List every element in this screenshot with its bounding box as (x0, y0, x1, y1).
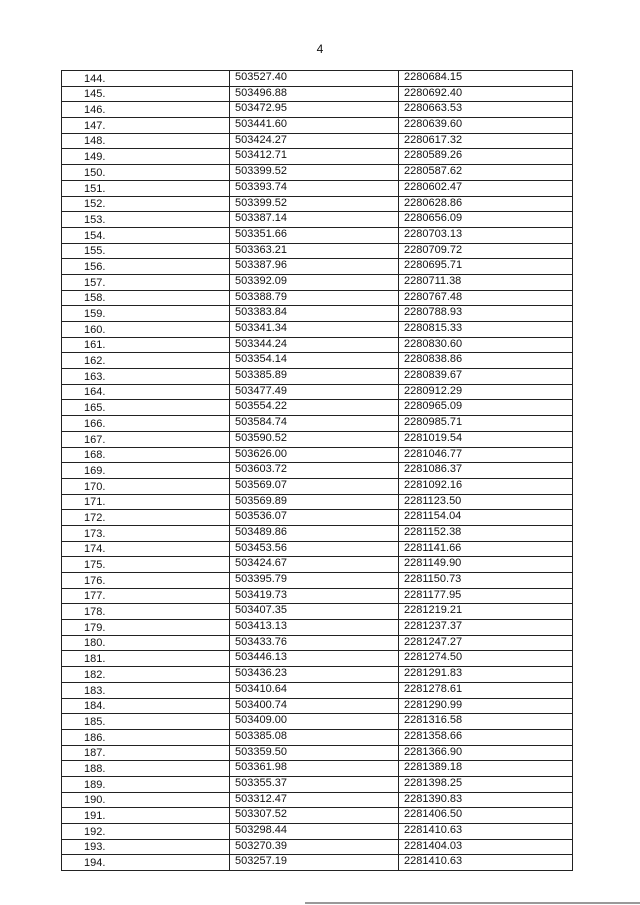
x-coordinate-cell: 503341.34 (230, 322, 399, 338)
table-row (62, 165, 573, 181)
point-number-cell: 153. (62, 212, 230, 228)
point-number-cell: 151. (62, 180, 230, 196)
table-row (62, 824, 573, 840)
x-coordinate-cell: 503584.74 (230, 416, 399, 432)
x-coordinate-cell: 503407.35 (230, 604, 399, 620)
point-number-cell: 156. (62, 259, 230, 275)
point-number-cell: 182. (62, 667, 230, 683)
x-coordinate-cell: 503477.49 (230, 384, 399, 400)
y-coordinate-cell: 2281278.61 (399, 682, 573, 698)
y-coordinate-cell: 2280767.48 (399, 290, 573, 306)
table-row (62, 682, 573, 698)
table-row (62, 573, 573, 589)
y-coordinate-cell: 2281410.63 (399, 855, 573, 871)
table-row (62, 463, 573, 479)
coordinates-table (61, 70, 573, 871)
table-row (62, 525, 573, 541)
x-coordinate-cell: 503441.60 (230, 118, 399, 134)
y-coordinate-cell: 2281177.95 (399, 588, 573, 604)
point-number-cell: 149. (62, 149, 230, 165)
y-coordinate-cell: 2281389.18 (399, 761, 573, 777)
y-coordinate-cell: 2281316.58 (399, 714, 573, 730)
y-coordinate-cell: 2281274.50 (399, 651, 573, 667)
x-coordinate-cell: 503569.89 (230, 494, 399, 510)
point-number-cell: 194. (62, 855, 230, 871)
point-number-cell: 170. (62, 478, 230, 494)
table-row (62, 384, 573, 400)
y-coordinate-cell: 2281247.27 (399, 635, 573, 651)
x-coordinate-cell: 503363.21 (230, 243, 399, 259)
point-number-cell: 172. (62, 510, 230, 526)
x-coordinate-cell: 503569.07 (230, 478, 399, 494)
x-coordinate-cell: 503359.50 (230, 745, 399, 761)
table-row (62, 149, 573, 165)
x-coordinate-cell: 503383.84 (230, 306, 399, 322)
point-number-cell: 160. (62, 322, 230, 338)
table-row (62, 839, 573, 855)
point-number-cell: 152. (62, 196, 230, 212)
x-coordinate-cell: 503385.08 (230, 729, 399, 745)
x-coordinate-cell: 503626.00 (230, 447, 399, 463)
table-row (62, 447, 573, 463)
point-number-cell: 169. (62, 463, 230, 479)
y-coordinate-cell: 2280965.09 (399, 400, 573, 416)
x-coordinate-cell: 503603.72 (230, 463, 399, 479)
table-row (62, 369, 573, 385)
x-coordinate-cell: 503392.09 (230, 274, 399, 290)
x-coordinate-cell: 503399.52 (230, 196, 399, 212)
x-coordinate-cell: 503453.56 (230, 541, 399, 557)
point-number-cell: 186. (62, 729, 230, 745)
point-number-cell: 167. (62, 431, 230, 447)
y-coordinate-cell: 2281046.77 (399, 447, 573, 463)
y-coordinate-cell: 2281390.83 (399, 792, 573, 808)
x-coordinate-cell: 503393.74 (230, 180, 399, 196)
point-number-cell: 173. (62, 525, 230, 541)
point-number-cell: 157. (62, 274, 230, 290)
y-coordinate-cell: 2280684.15 (399, 71, 573, 87)
point-number-cell: 183. (62, 682, 230, 698)
y-coordinate-cell: 2280663.53 (399, 102, 573, 118)
y-coordinate-cell: 2280830.60 (399, 337, 573, 353)
point-number-cell: 155. (62, 243, 230, 259)
x-coordinate-cell: 503355.37 (230, 776, 399, 792)
table-row (62, 698, 573, 714)
point-number-cell: 163. (62, 369, 230, 385)
table-row (62, 86, 573, 102)
x-coordinate-cell: 503424.67 (230, 557, 399, 573)
y-coordinate-cell: 2281358.66 (399, 729, 573, 745)
x-coordinate-cell: 503527.40 (230, 71, 399, 87)
x-coordinate-cell: 503400.74 (230, 698, 399, 714)
point-number-cell: 166. (62, 416, 230, 432)
y-coordinate-cell: 2281291.83 (399, 667, 573, 683)
y-coordinate-cell: 2280589.26 (399, 149, 573, 165)
y-coordinate-cell: 2281398.25 (399, 776, 573, 792)
point-number-cell: 171. (62, 494, 230, 510)
y-coordinate-cell: 2281404.03 (399, 839, 573, 855)
table-row (62, 243, 573, 259)
x-coordinate-cell: 503472.95 (230, 102, 399, 118)
y-coordinate-cell: 2280838.86 (399, 353, 573, 369)
y-coordinate-cell: 2281154.04 (399, 510, 573, 526)
bottom-edge-rule (305, 902, 640, 904)
table-row (62, 588, 573, 604)
point-number-cell: 145. (62, 86, 230, 102)
y-coordinate-cell: 2281237.37 (399, 620, 573, 636)
table-row (62, 259, 573, 275)
table-row (62, 400, 573, 416)
y-coordinate-cell: 2281092.16 (399, 478, 573, 494)
table-row (62, 808, 573, 824)
y-coordinate-cell: 2280639.60 (399, 118, 573, 134)
x-coordinate-cell: 503298.44 (230, 824, 399, 840)
y-coordinate-cell: 2280703.13 (399, 227, 573, 243)
table-row (62, 651, 573, 667)
point-number-cell: 185. (62, 714, 230, 730)
table-row (62, 71, 573, 87)
point-number-cell: 177. (62, 588, 230, 604)
table-row (62, 510, 573, 526)
x-coordinate-cell: 503496.88 (230, 86, 399, 102)
table-row (62, 274, 573, 290)
table-row (62, 494, 573, 510)
table-row (62, 745, 573, 761)
table-row (62, 541, 573, 557)
point-number-cell: 174. (62, 541, 230, 557)
table-row (62, 180, 573, 196)
y-coordinate-cell: 2281406.50 (399, 808, 573, 824)
point-number-cell: 144. (62, 71, 230, 87)
x-coordinate-cell: 503419.73 (230, 588, 399, 604)
y-coordinate-cell: 2281366.90 (399, 745, 573, 761)
table-row (62, 322, 573, 338)
x-coordinate-cell: 503433.76 (230, 635, 399, 651)
table-row (62, 635, 573, 651)
y-coordinate-cell: 2280617.32 (399, 133, 573, 149)
table-row (62, 604, 573, 620)
point-number-cell: 161. (62, 337, 230, 353)
x-coordinate-cell: 503312.47 (230, 792, 399, 808)
table-row (62, 729, 573, 745)
y-coordinate-cell: 2280695.71 (399, 259, 573, 275)
x-coordinate-cell: 503399.52 (230, 165, 399, 181)
x-coordinate-cell: 503410.64 (230, 682, 399, 698)
table-row (62, 133, 573, 149)
table-row (62, 227, 573, 243)
table-row (62, 337, 573, 353)
table-row (62, 761, 573, 777)
point-number-cell: 176. (62, 573, 230, 589)
point-number-cell: 158. (62, 290, 230, 306)
point-number-cell: 181. (62, 651, 230, 667)
y-coordinate-cell: 2280692.40 (399, 86, 573, 102)
x-coordinate-cell: 503409.00 (230, 714, 399, 730)
point-number-cell: 154. (62, 227, 230, 243)
y-coordinate-cell: 2281123.50 (399, 494, 573, 510)
y-coordinate-cell: 2280656.09 (399, 212, 573, 228)
x-coordinate-cell: 503395.79 (230, 573, 399, 589)
x-coordinate-cell: 503361.98 (230, 761, 399, 777)
x-coordinate-cell: 503413.13 (230, 620, 399, 636)
point-number-cell: 147. (62, 118, 230, 134)
table-row (62, 714, 573, 730)
x-coordinate-cell: 503424.27 (230, 133, 399, 149)
point-number-cell: 150. (62, 165, 230, 181)
table-row (62, 776, 573, 792)
point-number-cell: 178. (62, 604, 230, 620)
point-number-cell: 148. (62, 133, 230, 149)
x-coordinate-cell: 503536.07 (230, 510, 399, 526)
table-row (62, 196, 573, 212)
x-coordinate-cell: 503344.24 (230, 337, 399, 353)
y-coordinate-cell: 2280788.93 (399, 306, 573, 322)
y-coordinate-cell: 2280912.29 (399, 384, 573, 400)
point-number-cell: 179. (62, 620, 230, 636)
y-coordinate-cell: 2280602.47 (399, 180, 573, 196)
y-coordinate-cell: 2281086.37 (399, 463, 573, 479)
x-coordinate-cell: 503590.52 (230, 431, 399, 447)
x-coordinate-cell: 503387.14 (230, 212, 399, 228)
y-coordinate-cell: 2281152.38 (399, 525, 573, 541)
y-coordinate-cell: 2280711.38 (399, 274, 573, 290)
y-coordinate-cell: 2280587.62 (399, 165, 573, 181)
x-coordinate-cell: 503354.14 (230, 353, 399, 369)
x-coordinate-cell: 503351.66 (230, 227, 399, 243)
point-number-cell: 159. (62, 306, 230, 322)
point-number-cell: 162. (62, 353, 230, 369)
table-row (62, 102, 573, 118)
table-row (62, 118, 573, 134)
x-coordinate-cell: 503387.96 (230, 259, 399, 275)
y-coordinate-cell: 2281150.73 (399, 573, 573, 589)
point-number-cell: 192. (62, 824, 230, 840)
point-number-cell: 184. (62, 698, 230, 714)
y-coordinate-cell: 2280815.33 (399, 322, 573, 338)
x-coordinate-cell: 503412.71 (230, 149, 399, 165)
table-row (62, 557, 573, 573)
point-number-cell: 193. (62, 839, 230, 855)
point-number-cell: 175. (62, 557, 230, 573)
y-coordinate-cell: 2281410.63 (399, 824, 573, 840)
y-coordinate-cell: 2281141.66 (399, 541, 573, 557)
x-coordinate-cell: 503257.19 (230, 855, 399, 871)
y-coordinate-cell: 2280839.67 (399, 369, 573, 385)
table-row (62, 792, 573, 808)
table-row (62, 478, 573, 494)
y-coordinate-cell: 2281149.90 (399, 557, 573, 573)
table-row (62, 620, 573, 636)
x-coordinate-cell: 503388.79 (230, 290, 399, 306)
x-coordinate-cell: 503446.13 (230, 651, 399, 667)
point-number-cell: 190. (62, 792, 230, 808)
table-row (62, 416, 573, 432)
table-row (62, 353, 573, 369)
point-number-cell: 180. (62, 635, 230, 651)
table-row (62, 212, 573, 228)
y-coordinate-cell: 2280709.72 (399, 243, 573, 259)
x-coordinate-cell: 503385.89 (230, 369, 399, 385)
table-row (62, 667, 573, 683)
point-number-cell: 189. (62, 776, 230, 792)
point-number-cell: 187. (62, 745, 230, 761)
table-body (62, 71, 573, 871)
point-number-cell: 191. (62, 808, 230, 824)
point-number-cell: 165. (62, 400, 230, 416)
point-number-cell: 164. (62, 384, 230, 400)
x-coordinate-cell: 503489.86 (230, 525, 399, 541)
x-coordinate-cell: 503270.39 (230, 839, 399, 855)
point-number-cell: 188. (62, 761, 230, 777)
table-row (62, 306, 573, 322)
y-coordinate-cell: 2281019.54 (399, 431, 573, 447)
table-row (62, 855, 573, 871)
y-coordinate-cell: 2281219.21 (399, 604, 573, 620)
point-number-cell: 146. (62, 102, 230, 118)
page-number: 4 (316, 42, 324, 56)
x-coordinate-cell: 503307.52 (230, 808, 399, 824)
y-coordinate-cell: 2280628.86 (399, 196, 573, 212)
x-coordinate-cell: 503436.23 (230, 667, 399, 683)
y-coordinate-cell: 2280985.71 (399, 416, 573, 432)
table-row (62, 431, 573, 447)
y-coordinate-cell: 2281290.99 (399, 698, 573, 714)
x-coordinate-cell: 503554.22 (230, 400, 399, 416)
table-row (62, 290, 573, 306)
point-number-cell: 168. (62, 447, 230, 463)
